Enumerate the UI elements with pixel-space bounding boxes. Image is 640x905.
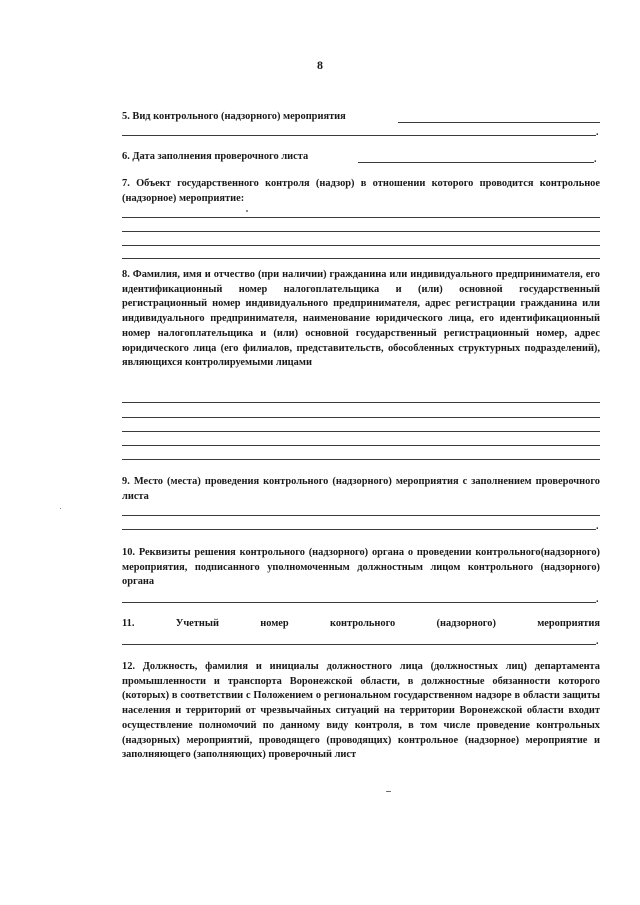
item-5-fill-line <box>398 122 600 123</box>
item-11-word: мероприятия <box>537 618 600 629</box>
item-7-line-1 <box>122 217 600 218</box>
item-9-text: 9. Место (места) проведения контрольного (надзорного) мероприятия с заполнением проверочного листа <box>122 476 600 502</box>
item-8-text: 8. Фамилия, имя и отчество (при наличии) гражданина или индивидуального предпринимателя, его идентификационный номер налогоплательщика и (или) основной государственный регистрационный номер индивидуального предпринимателя, адрес регистрации гражданина или индивидуального предпринимателя, наименование юридического лица, его идентификационный номер налогоплательщика и (или) основной государственный регистрационный номер, адрес юридического лица (его филиалов, представительств, обособленных структурных подразделений), являющихся контролируемыми лицами <box>122 269 600 369</box>
scan-speck <box>386 791 391 792</box>
item-10-text: 10. Реквизиты решения контрольного (надзорного) органа о проведении контрольного(надзорного) мероприятия, подписанного уполномоченным должностным лицом контрольного (надзорного) органа <box>122 547 600 588</box>
end-dot: . <box>596 127 599 138</box>
item-8-line-5 <box>122 459 600 460</box>
item-6-fill-line <box>358 162 594 163</box>
item-11-word: номер <box>260 618 289 629</box>
item-9-line-2 <box>122 529 596 530</box>
page-number: 8 <box>317 58 323 72</box>
item-6-label: 6. Дата заполнения проверочного листа <box>122 151 309 162</box>
item-8-line-1 <box>122 402 600 403</box>
item-11-word: (надзорного) <box>436 618 496 629</box>
item-11-word: 11. <box>122 618 135 629</box>
item-5-fill-line-2 <box>122 135 596 136</box>
item-8-line-2 <box>122 417 600 418</box>
end-dot: . <box>594 154 597 165</box>
item-11-row <box>122 617 600 632</box>
item-5-label: 5. Вид контрольного (надзорного) мероприятия <box>122 111 346 122</box>
end-dot: . <box>596 594 599 605</box>
item-7-text: 7. Объект государственного контроля (надзор) в отношении которого проводится контрольное (надзорное) мероприятие: <box>122 178 600 204</box>
item-7-line-2 <box>122 231 600 232</box>
item-11-word: Учетный <box>175 618 219 629</box>
item-8-line-3 <box>122 431 600 432</box>
item-9-line-1 <box>122 515 600 516</box>
item-8-line-4 <box>122 445 600 446</box>
scan-speck <box>246 210 248 212</box>
scan-speck <box>60 508 61 509</box>
item-7-line-4 <box>122 258 600 259</box>
item-11-word: контрольного <box>329 618 396 629</box>
end-dot: . <box>596 521 599 532</box>
item-11-line-1 <box>122 644 596 645</box>
item-7-line-3 <box>122 245 600 246</box>
item-12-text: 12. Должность, фамилия и инициалы должностного лица (должностных лиц) департамента промышленности и транспорта Воронежской области, в должностные обязанности которого (которых) в соответствии с Положением о региональном государственном надзоре в области защиты населения и территорий от чрезвычайных ситуаций на территории Воронежской области входит осуществление полномочий по данному виду контроля, в том числе проведение контрольных (надзорных) мероприятий, проводящего (проводящих) контрольное (надзорное) мероприятие и заполняющего (заполняющих) проверочный лист <box>122 661 600 761</box>
end-dot: . <box>596 636 599 647</box>
item-10-line-1 <box>122 602 596 603</box>
